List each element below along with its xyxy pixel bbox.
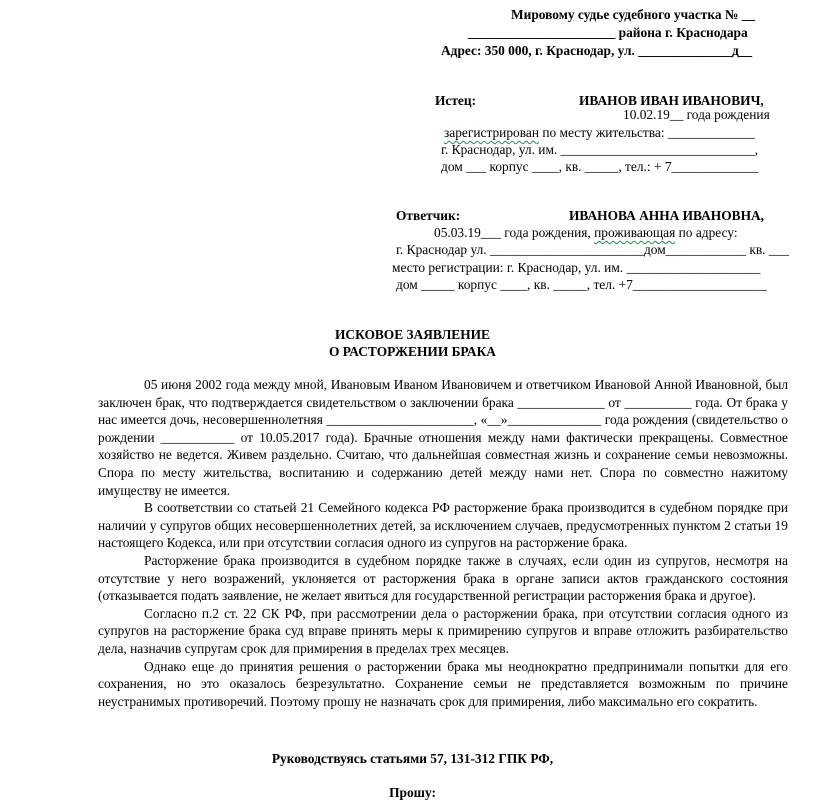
- court-header-address: Адрес: 350 000, г. Краснодар, ул. ______________д__: [441, 43, 753, 58]
- defendant-house: дом _____ корпус ____, кв. _____, тел. +7____________________: [396, 277, 767, 292]
- plaintiff-registration: [444, 124, 755, 141]
- defendant-label: Ответчик:: [396, 208, 461, 223]
- body-paragraph-3: Расторжение брака производится в судебном порядке также в случаях, если один из супругов, несмотря на отсутствие у него возражений, уклоняется от расторжения брака в органе записи актов гражданского состояния (отказывается подать заявление, не желает явиться для государственной регистрации расторжения брака и другое).: [98, 552, 788, 604]
- plaintiff-reg-word: зарегистрирован: [444, 125, 539, 140]
- defendant-registration: место регистрации: г. Краснодар, ул. им. ____________________: [392, 260, 761, 275]
- request-heading: Прошу:: [389, 785, 436, 800]
- body-paragraph-4: Согласно п.2 ст. 22 СК РФ, при рассмотрении дела о расторжении брака, при отсутствии согласия одного из супругов на расторжение брака суд вправе принять меры к примирению супругов и вправе отложить разбирательство дела, назначив супругам срок для примирения в пределах трех месяцев.: [98, 605, 788, 656]
- plaintiff-label: Истец:: [435, 93, 477, 108]
- document-title-line2: О РАСТОРЖЕНИИ БРАКА: [329, 344, 496, 359]
- defendant-birth: [434, 224, 738, 241]
- plaintiff-city: г. Краснодар, ул. им. _____________________________,: [441, 142, 759, 157]
- document-title-line1: ИСКОВОЕ ЗАЯВЛЕНИЕ: [334, 327, 490, 342]
- body-paragraph-2: В соответствии со статьей 21 Семейного кодекса РФ расторжение брака производится в судебном порядке при наличии у супругов общих несовершеннолетних детей, за исключением случаев, предусмотренных пунктом 2 статьи 19 настоящего Кодекса, или при отсутствии согласия одного из супругов на расторжение брака.: [98, 500, 788, 551]
- court-header-line1: Мировому судье судебного участка № __: [511, 7, 756, 22]
- plaintiff-house: дом ___ корпус ____, кв. _____, тел.: + 7_____________: [441, 159, 759, 174]
- plaintiff-name: ИВАНОВ ИВАН ИВАНОВИЧ,: [579, 93, 764, 108]
- defendant-birth-word: проживающая: [594, 225, 676, 240]
- document-body: [98, 376, 788, 710]
- defendant-address: г. Краснодар ул. _______________________дом____________ кв. ___: [396, 242, 789, 257]
- defendant-name: ИВАНОВА АННА ИВАНОВНА,: [569, 208, 764, 223]
- plaintiff-birth: 10.02.19__ года рождения: [623, 107, 770, 122]
- defendant-birth-post: по адресу:: [675, 225, 738, 240]
- plaintiff-reg-rest: по месту жительства: _____________: [539, 125, 755, 140]
- body-paragraph-1: 05 июня 2002 года между мной, Ивановым Иваном Ивановичем и ответчиком Ивановой Анной Ивановной, был заключен брак, что подтверждается свидетельством о заключении брака _____________ от __________ года. От брака у нас имеется дочь, несовершеннолетняя ______________________, «__»______________ года рождения (свидетельство о рождении ___________ от 10.05.2017 года). Брачные отношения между нами фактически прекращены. Совместное хозяйство не ведется. Живем раздельно. Считаю, что дальнейшая совместная жизнь и сохранение семьи невозможны. Спора по месту жительства, воспитанию и содержанию детей между нами нет. Спора по совместно нажитому имуществу не имеется.: [98, 377, 788, 498]
- defendant-birth-pre: 05.03.19___ года рождения,: [434, 225, 595, 240]
- guided-by-articles: Руководствуясь статьями 57, 131-312 ГПК РФ,: [271, 751, 554, 766]
- court-header-line2: ______________________ района г. Краснодара: [468, 25, 748, 40]
- body-paragraph-5: Однако еще до принятия решения о расторжении брака мы неоднократно предпринимали попытки для его сохранения, но это оказалось безрезультатно. Сохранение семьи не представляется возможным по причине неустранимых противоречий. Поэтому прошу не назначать срок для примирения, либо максимально его сократить.: [98, 658, 788, 709]
